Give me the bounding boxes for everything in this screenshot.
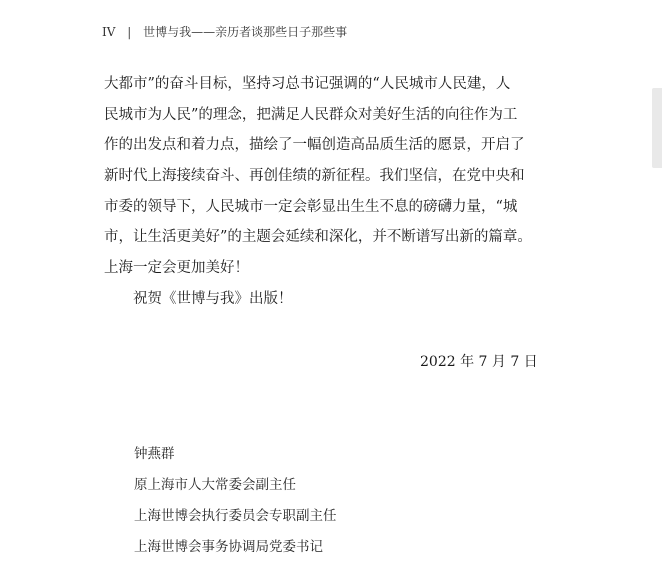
body-line: 作的出发点和着力点，描绘了一幅创造高品质生活的愿景，开启了	[104, 137, 525, 154]
body-line: 大都市”的奋斗目标，坚持习总书记强调的“人民城市人民建，人	[104, 76, 511, 92]
body-line: 市委的领导下，人民城市一定会彰显出生生不息的磅礴力量，“城	[104, 198, 518, 215]
book-title: 世博与我——亲历者谈那些日子那些事	[143, 25, 348, 39]
body-line: 市，让生活更美好”的主题会延续和深化，并不断谱写出新的篇章。	[104, 229, 532, 246]
body-line: 上海一定会更加美好！	[104, 260, 249, 277]
signatory-title: 上海世博会执行委员会专职副主任	[134, 508, 337, 524]
body-line: 新时代上海接续奋斗、再创佳绩的新征程。我们坚信，在党中央和	[104, 168, 525, 185]
page-number: IV	[102, 25, 116, 39]
date-line: 2022 年 7 月 7 日	[420, 354, 538, 370]
signatory-name: 钟燕群	[134, 446, 175, 462]
header-separator: |	[127, 25, 132, 39]
body-line: 民城市为人民”的理念，把满足人民群众对美好生活的向往作为工	[104, 106, 518, 123]
signatory-title: 原上海市人大常委会副主任	[134, 477, 296, 493]
body-text	[104, 69, 532, 315]
signatory-title: 上海世博会事务协调局党委书记	[134, 539, 323, 555]
page-edge-tab	[652, 88, 662, 168]
congrats-line: 祝贺《世博与我》出版！	[133, 290, 293, 307]
running-header	[102, 22, 347, 42]
signature-block	[134, 442, 337, 566]
